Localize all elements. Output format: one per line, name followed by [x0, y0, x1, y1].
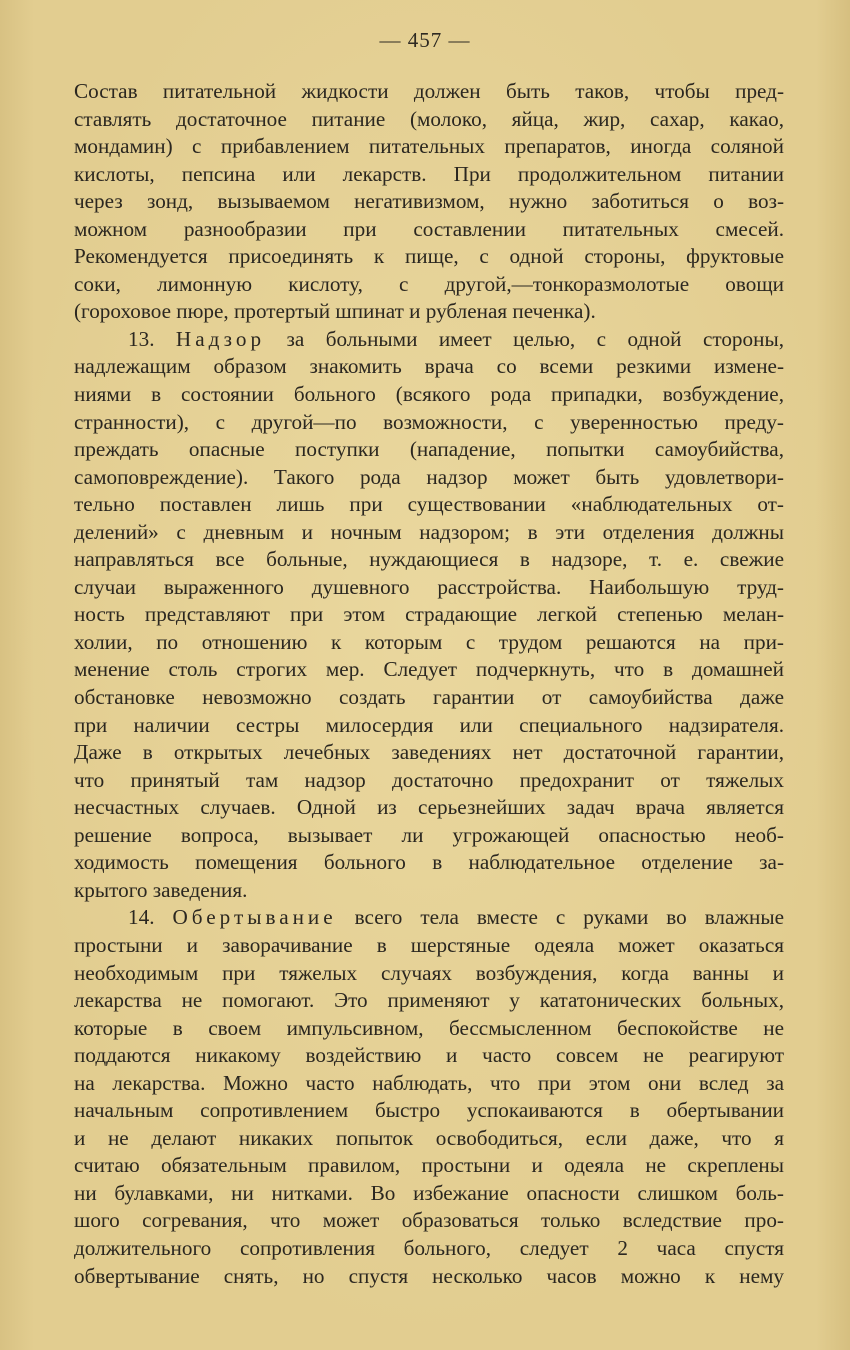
- section-heading-line: [74, 326, 784, 354]
- text-line: соки, лимонную кислоту, с другой,—тонкоразмолотые овощи: [74, 271, 784, 296]
- text-line: мондамин) с прибавлением питательных препаратов, иногда соляной: [74, 134, 784, 159]
- section-number: 14.: [128, 905, 155, 930]
- text-line: Рекомендуется присоединять к пище, с одной стороны, фруктовые: [74, 244, 784, 269]
- text-line: менение столь строгих мер. Следует подчеркнуть, что в домашней: [74, 657, 784, 682]
- text-line: ниями в состоянии больного (всякого рода припадки, возбуждение,: [74, 382, 784, 407]
- text-line: и не делают никаких попыток освободиться, если даже, что я: [74, 1125, 784, 1150]
- section-keyword: Надзор: [175, 326, 266, 351]
- section-number: 13.: [128, 326, 155, 351]
- text-line: решение вопроса, вызывает ли угрожающей опасностью необ-: [74, 822, 784, 847]
- text-line: лекарства не помогают. Это применяют у кататонических больных,: [74, 988, 784, 1013]
- text-line: ходимость помещения больного в наблюдательное отделение за-: [74, 850, 784, 875]
- text-line: необходимым при тяжелых случаях возбуждения, когда ванны и: [74, 960, 784, 985]
- text-line: обвертывание снять, но спустя несколько часов можно к нему: [74, 1263, 784, 1288]
- text-line: кислоты, пепсина или лекарств. При продолжительном питании: [74, 161, 784, 186]
- text-line: холии, по отношению к которым с трудом решаются на при-: [74, 629, 784, 654]
- text-line: должительного сопротивления больного, следует 2 часа спустя: [74, 1235, 784, 1260]
- text-line: Даже в открытых лечебных заведениях нет достаточной гарантии,: [74, 740, 784, 765]
- text-line: самоповреждение). Такого рода надзор может быть удовлетвори-: [74, 464, 784, 489]
- text-line: начальным сопротивлением быстро успокаиваются в обертывании: [74, 1098, 784, 1123]
- text-line: что принятый там надзор достаточно предохранит от тяжелых: [74, 767, 784, 792]
- text-line: преждать опасные поступки (нападение, попытки самоубийства,: [74, 437, 784, 462]
- text-line: крытого заведения.: [74, 877, 248, 902]
- text-line: случаи выраженного душевного расстройства. Наибольшую труд-: [74, 574, 784, 599]
- text-line: направляться все больные, нуждающиеся в надзоре, т. е. свежие: [74, 547, 784, 572]
- text-line: шого согревания, что может образоваться только вследствие про-: [74, 1208, 784, 1233]
- text-line-rest: за больными имеет целью, с одной стороны,: [286, 326, 784, 351]
- text-line: тельно поставлен лишь при существовании «наблюдательных от-: [74, 492, 784, 517]
- text-line: можном разнообразии при составлении питательных смесей.: [74, 216, 784, 241]
- text-line-rest: всего тела вместе с руками во влажные: [354, 905, 785, 930]
- text-line: ность представляют при этом страдающие легкой степенью мелан-: [74, 602, 784, 627]
- paragraph-wrapping: [74, 904, 784, 1290]
- text-line: ставлять достаточное питание (молоко, яйца, жир, сахар, какао,: [74, 106, 784, 131]
- text-line: которые в своем импульсивном, бессмысленном беспокойстве не: [74, 1015, 784, 1040]
- section-heading-line: [74, 904, 784, 932]
- text-line: поддаются никакому воздействию и часто совсем не реагируют: [74, 1043, 784, 1068]
- text-line: через зонд, вызываемом негативизмом, нужно заботиться о воз-: [74, 189, 784, 214]
- text-line: странности), с другой—по возможности, с уверенностью преду-: [74, 409, 784, 434]
- text-line: простыни и заворачивание в шерстяные одеяла может оказаться: [74, 932, 784, 957]
- text-line: Состав питательной жидкости должен быть таков, чтобы пред-: [74, 79, 784, 103]
- text-line: ни булавками, ни нитками. Во избежание опасности слишком боль-: [74, 1180, 784, 1205]
- text-line: делений» с дневным и ночным надзором; в эти отделения должны: [74, 519, 784, 544]
- text-line: несчастных случаев. Одной из серьезнейших задач врача является: [74, 795, 784, 820]
- paragraph-feeding: [74, 78, 784, 326]
- text-line: при наличии сестры милосердия или специального надзирателя.: [74, 712, 784, 737]
- paragraph-supervision: [74, 326, 784, 904]
- section-keyword: Обертывание: [172, 905, 337, 930]
- text-line: надлежащим образом знакомить врача со всеми резкими измене-: [74, 354, 784, 379]
- text-line: на лекарства. Можно часто наблюдать, что при этом они вслед за: [74, 1070, 784, 1095]
- page-number: — 457 —: [379, 28, 471, 52]
- text-line: (гороховое пюре, протертый шпинат и рубленая печенка).: [74, 299, 596, 324]
- page-body-text: [74, 78, 784, 1290]
- text-line: считаю обязательным правилом, простыни и одеяла не скреплены: [74, 1153, 784, 1178]
- text-line: обстановке невозможно создать гарантии от самоубийства даже: [74, 685, 784, 710]
